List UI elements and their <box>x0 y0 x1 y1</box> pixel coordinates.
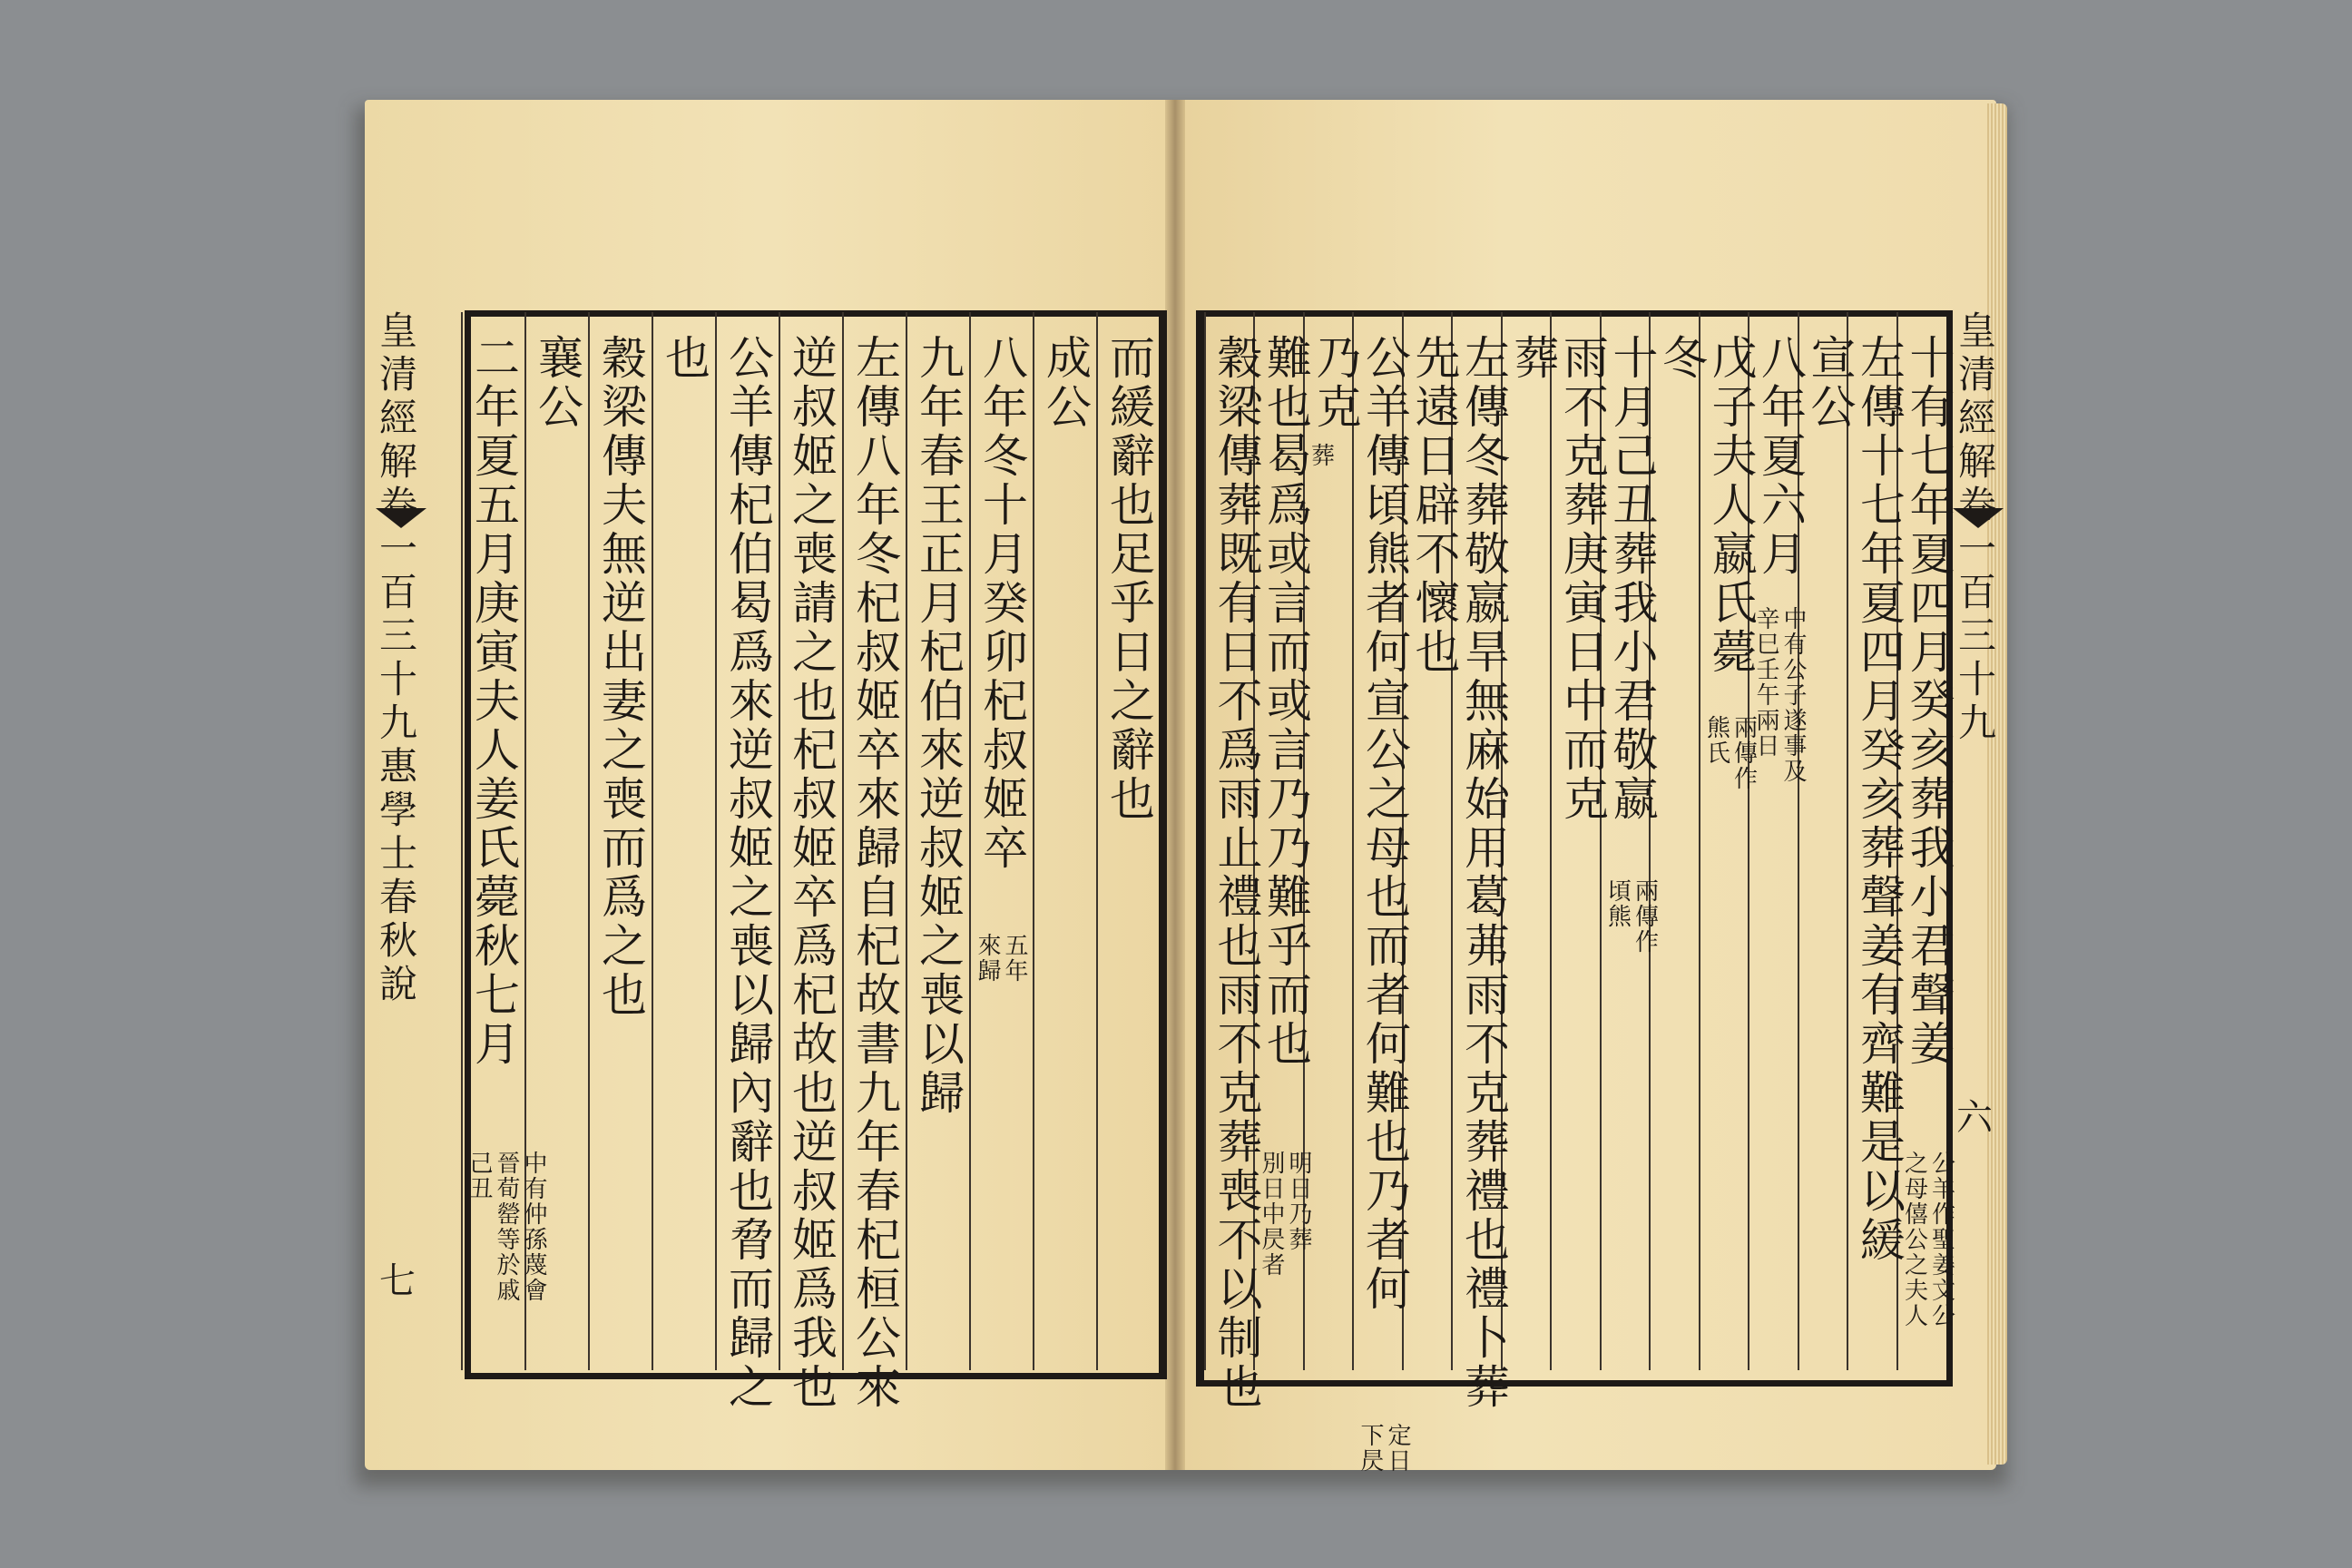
interlinear-note <box>1902 1151 1955 1328</box>
text-column <box>1607 334 1658 824</box>
column-main-text: 宣公 <box>1803 334 1857 432</box>
note-line: 己丑 <box>466 1151 493 1201</box>
text-column <box>468 334 519 1069</box>
column-rule <box>779 312 780 1370</box>
note-line: 晉荀罃等於戚 <box>493 1151 520 1303</box>
note-line: 兩傳作 <box>1730 715 1758 791</box>
interlinear-note <box>975 933 1027 984</box>
column-rule <box>906 312 907 1370</box>
column-main-text: 公羊傳杞伯曷爲來逆叔姬之喪以歸內辭也脅而歸之 <box>721 334 774 1412</box>
column-main-text: 十有七年夏四月癸亥葬我小君聲姜 <box>1902 334 1955 1069</box>
text-column <box>1755 334 1806 579</box>
left-page-number: 七 <box>379 1260 416 1302</box>
note-line: 熊氏 <box>1702 715 1730 766</box>
note-line: 明日乃葬 <box>1285 1151 1312 1252</box>
column-main-text: 逆叔姬之喪請之也杞叔姬卒爲杞故也逆叔姬爲我也 <box>785 334 838 1412</box>
column-rule <box>969 312 971 1370</box>
text-column <box>1458 334 1509 1412</box>
column-main-text: 左傳十七年夏四月癸亥葬聲姜有齊難是以緩 <box>1853 334 1906 1265</box>
text-column <box>913 334 964 1118</box>
column-main-text: 穀梁傳葬既有日不爲雨止禮也雨不克葬喪不以制也 <box>1210 334 1263 1412</box>
column-rule <box>1352 312 1354 1370</box>
banxin-title: 惠學士春秋說 <box>374 746 418 1007</box>
note-line: 定日 <box>1384 1423 1411 1474</box>
column-main-text: 冬 <box>1655 334 1708 383</box>
column-main-text: 雨不克葬庚寅日中而克 <box>1556 334 1609 824</box>
text-column <box>1904 334 1955 1069</box>
banxin-series: 皇清經解 <box>1953 310 1997 485</box>
interlinear-note <box>1704 715 1757 791</box>
text-column <box>1557 334 1608 824</box>
fishtail-mark <box>1953 508 2004 528</box>
right-page-number: 六 <box>1956 1097 1993 1139</box>
column-rule <box>1033 312 1034 1370</box>
text-column <box>1706 334 1757 677</box>
banxin-volume: 卷一百三十九 <box>1953 485 1997 746</box>
text-column <box>1103 334 1154 824</box>
note-line: 頃熊 <box>1603 878 1632 929</box>
column-rule <box>1847 312 1848 1370</box>
column-rule <box>652 312 653 1370</box>
column-main-text: 八年夏六月 <box>1754 334 1807 579</box>
text-column <box>849 334 900 1412</box>
left-banxin <box>372 310 423 1379</box>
note-line: 之母僖公之夫人 <box>1900 1151 1928 1328</box>
note-line: 下昃 <box>1357 1423 1384 1474</box>
column-rule <box>715 312 717 1370</box>
column-main-text: 襄公 <box>531 334 583 432</box>
text-column <box>1211 334 1262 1412</box>
text-column <box>1508 334 1559 383</box>
note-line: 五年 <box>1001 933 1028 984</box>
column-rule <box>1204 312 1206 1370</box>
fishtail-mark <box>376 508 426 528</box>
text-column <box>1260 334 1311 1069</box>
column-rule <box>1550 312 1552 1370</box>
text-column <box>1310 334 1361 432</box>
column-main-text: 而緩辭也足乎日之辭也 <box>1102 334 1155 824</box>
right-banxin <box>1951 310 2002 1379</box>
banxin-volume: 卷一百三十九 <box>374 485 418 746</box>
column-main-text: 十月己丑葬我小君敬嬴 <box>1605 334 1659 824</box>
column-main-text: 乃克 <box>1308 334 1362 432</box>
column-rule <box>1699 312 1700 1370</box>
text-column <box>976 334 1027 873</box>
column-main-text: 穀梁傳夫無逆出妻之喪而爲之也 <box>594 334 647 1020</box>
text-column <box>532 334 583 432</box>
column-main-text: 葬 <box>1506 334 1560 383</box>
interlinear-note <box>1753 606 1806 784</box>
text-column <box>1805 334 1856 432</box>
interlinear-note <box>1605 878 1658 955</box>
column-main-text: 九年春王正月杞伯來逆叔姬之喪以歸 <box>912 334 965 1118</box>
text-column <box>1854 334 1905 1265</box>
note-line: 辛巳壬午兩日 <box>1752 606 1779 759</box>
note-line: 中有仲孫蔑會 <box>520 1151 547 1303</box>
text-column <box>659 334 710 383</box>
banxin-series: 皇清經解 <box>374 310 418 485</box>
column-rule <box>461 312 463 1370</box>
column-main-text: 成公 <box>1039 334 1092 432</box>
column-main-text: 難也曷爲或言而或言乃乃難乎而也 <box>1259 334 1312 1069</box>
note-line: 來歸 <box>974 933 1001 984</box>
text-column <box>1656 334 1707 383</box>
note-line: 別日中昃者 <box>1258 1151 1285 1278</box>
note-line: 中有公子遂事及 <box>1779 606 1807 784</box>
column-main-text: 先遠日辟不懷也 <box>1407 334 1461 677</box>
column-rule <box>1096 312 1098 1370</box>
column-rule <box>842 312 844 1370</box>
interlinear-note <box>466 1151 546 1303</box>
column-main-text: 八年冬十月癸卯杞叔姬卒 <box>975 334 1028 873</box>
column-main-text: 也 <box>658 334 710 383</box>
note-line: 兩傳作 <box>1631 878 1659 955</box>
book-gutter <box>1165 100 1185 1470</box>
column-rule <box>588 312 590 1370</box>
column-main-text: 戊子夫人嬴氏薨 <box>1704 334 1758 677</box>
note-line: 公羊作聖姜文公 <box>1927 1151 1955 1328</box>
text-column <box>595 334 646 1020</box>
column-main-text: 公羊傳頃熊者何宣公之母也而者何難也乃者何 <box>1358 334 1411 1314</box>
column-main-text: 二年夏五月庚寅夫人姜氏薨秋七月 <box>467 334 520 1069</box>
text-column <box>1409 334 1460 677</box>
interlinear-note <box>1357 1423 1410 1474</box>
text-column <box>1040 334 1091 432</box>
text-column <box>1359 334 1410 1314</box>
interlinear-note <box>1259 1151 1311 1278</box>
column-main-text: 左傳冬葬敬嬴旱無麻始用葛茀雨不克葬禮也禮卜葬 <box>1457 334 1510 1412</box>
text-column <box>722 334 773 1412</box>
column-main-text: 左傳八年冬杞叔姬卒來歸自杞故書九年春杞桓公來 <box>848 334 901 1412</box>
note-line: 葬 <box>1307 443 1335 468</box>
text-column <box>786 334 837 1412</box>
